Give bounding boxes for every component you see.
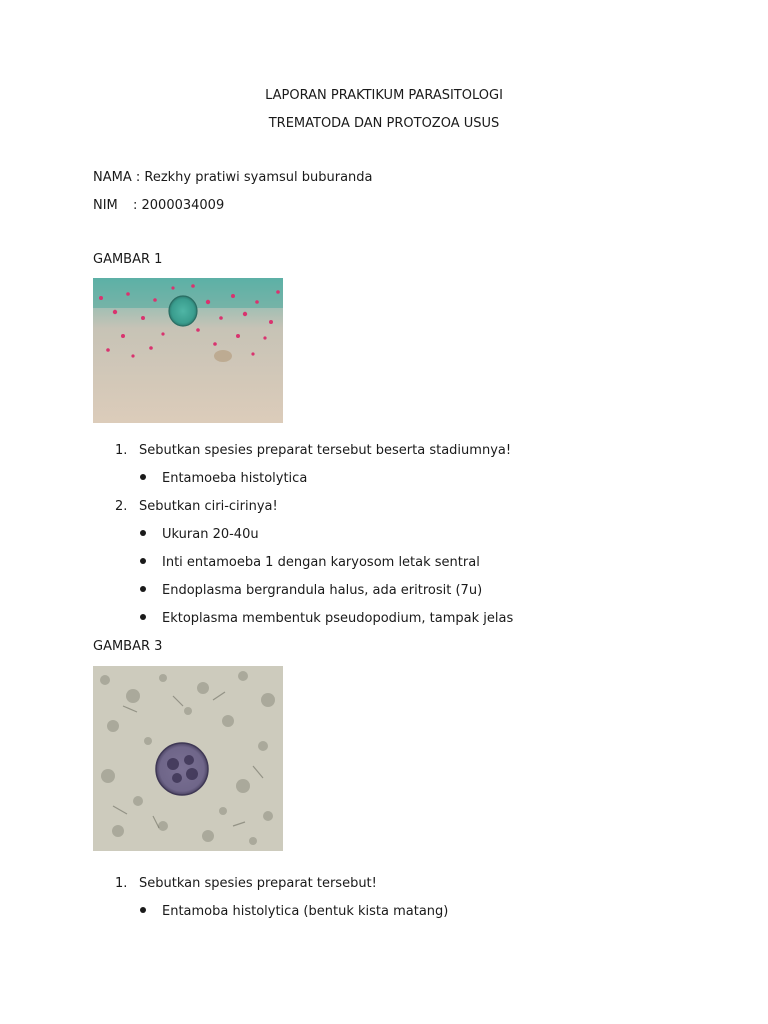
answer-text: Ektoplasma membentuk pseudopodium, tampak jelas bbox=[162, 611, 514, 626]
question-number: 1. bbox=[115, 443, 128, 458]
bullet-icon bbox=[140, 907, 146, 913]
report-subtitle: TREMATODA DAN PROTOZOA USUS bbox=[268, 116, 500, 131]
bullet-icon bbox=[140, 558, 146, 564]
student-nim bbox=[93, 198, 224, 213]
answer-text: Entamoeba histolytica bbox=[162, 471, 308, 486]
question-number: 1. bbox=[115, 876, 128, 891]
bullet-icon bbox=[140, 586, 146, 592]
figure-1-label: GAMBAR 1 bbox=[93, 252, 163, 267]
student-name: NAMA : Rezkhy pratiwi syamsul buburanda bbox=[93, 170, 373, 185]
answer-text: Inti entamoeba 1 dengan karyosom letak sentral bbox=[162, 555, 480, 570]
question-text: Sebutkan spesies preparat tersebut beserta stadiumnya! bbox=[139, 443, 512, 458]
micrograph-cyst-image bbox=[93, 666, 283, 851]
answer-item bbox=[140, 471, 307, 486]
answer-item bbox=[140, 527, 259, 542]
nim-label: NIM bbox=[93, 198, 118, 213]
question-text: Sebutkan ciri-cirinya! bbox=[139, 499, 278, 514]
question-1-2 bbox=[115, 499, 278, 514]
question-1-1 bbox=[115, 443, 511, 458]
answer-item bbox=[140, 611, 513, 626]
answer-text: Endoplasma bergrandula halus, ada eritrosit (7u) bbox=[162, 583, 483, 598]
micrograph-trophozoite-image bbox=[93, 278, 283, 423]
micrograph-2-svg bbox=[93, 666, 283, 851]
answer-item bbox=[140, 555, 480, 570]
answer-item bbox=[140, 904, 448, 919]
answer-text: Ukuran 20-40u bbox=[162, 527, 259, 542]
bullet-icon bbox=[140, 614, 146, 620]
answer-item bbox=[140, 583, 482, 598]
question-3-1 bbox=[115, 876, 377, 891]
nim-value: : 2000034009 bbox=[133, 198, 225, 213]
figure-3-label: GAMBAR 3 bbox=[93, 639, 163, 654]
report-title: LAPORAN PRAKTIKUM PARASITOLOGI bbox=[265, 88, 503, 103]
bullet-icon bbox=[140, 474, 146, 480]
bullet-icon bbox=[140, 530, 146, 536]
question-text: Sebutkan spesies preparat tersebut! bbox=[139, 876, 377, 891]
answer-text: Entamoba histolytica (bentuk kista matang) bbox=[162, 904, 449, 919]
question-number: 2. bbox=[115, 499, 128, 514]
micrograph-1-svg bbox=[93, 278, 283, 423]
